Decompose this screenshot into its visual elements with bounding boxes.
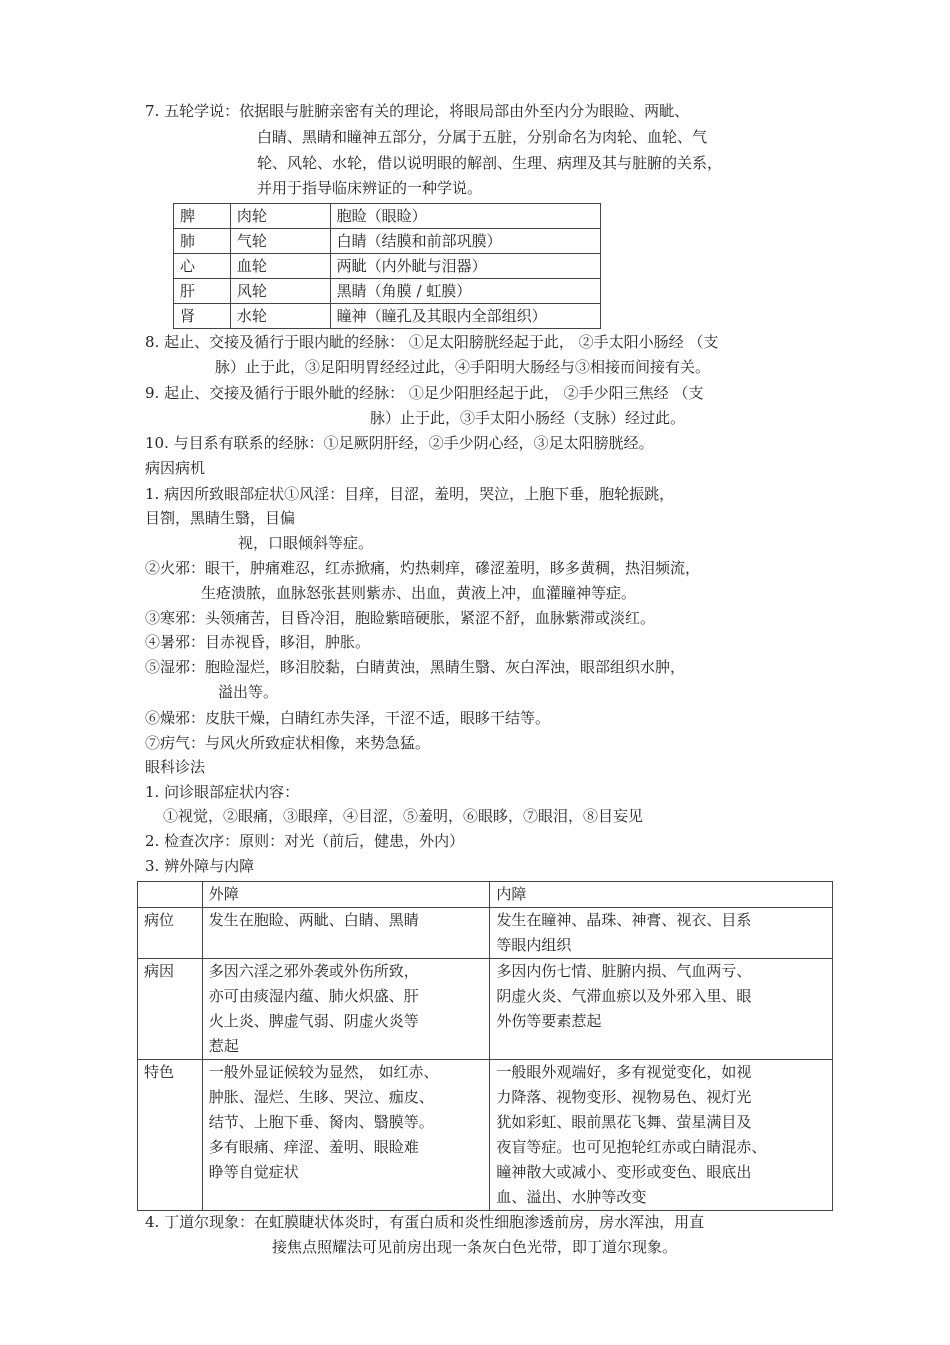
wheel-cell: 气轮	[230, 229, 330, 254]
etiology-1-line-2: 目劄，黑睛生翳，目偏	[145, 509, 296, 527]
section-8-line-2: 脉）止于此，③足阳明胃经经过此，④手阳明大肠经与③相接而间接有关。	[215, 358, 711, 376]
etiology-cold: ③寒邪：头领痛苦，目昏冷泪，胞睑紫暗硬胀，紧涩不舒，血脉紫滞或淡红。	[145, 609, 656, 627]
cell-line: 惹起	[208, 1037, 239, 1055]
cell-line: 力降落、视物变形、视物易色、视灯光	[496, 1088, 752, 1106]
outer-cell	[202, 959, 490, 1060]
row-label: 特色	[138, 1060, 203, 1211]
cell-line: 阴虚火炎、气滞血瘀以及外邪入里、眼	[496, 987, 752, 1005]
cell-line: 肿胀、湿烂、生眵、哭泣、痂皮、	[208, 1088, 434, 1106]
section-7-line-3: 轮、风轮、水轮，借以说明眼的解剖、生理、病理及其与脏腑的关系，	[257, 154, 723, 172]
cell-line: 多有眼痛、痒涩、羞明、眼睑难	[208, 1138, 419, 1156]
etiology-damp-line-1: ⑤湿邪：胞睑湿烂，眵泪胶黏，白睛黄浊，黑睛生翳、灰白浑浊，眼部组织水肿，	[145, 658, 686, 676]
table-row	[138, 959, 833, 1060]
outer-cell	[202, 1060, 490, 1211]
outer-inner-obstruction-table	[137, 881, 833, 1211]
diagnosis-3: 3. 辨外障与内障	[145, 857, 255, 875]
cell-line: 瞳神散大或减小、变形或变色、眼底出	[496, 1163, 752, 1181]
organ-cell: 肺	[174, 229, 231, 254]
diagnosis-1-line-1: 1. 问诊眼部症状内容：	[145, 783, 300, 801]
cell-line: 火上炎、脾虚气弱、阴虚火炎等	[208, 1012, 419, 1030]
cell-line: 血、溢出、水肿等改变	[496, 1188, 647, 1206]
table-row	[138, 908, 833, 959]
cell-line: 多因内伤七情、脏腑内损、气血两亏、	[496, 962, 752, 980]
cell-line: 亦可由痰湿内蕴、肺火炽盛、肝	[208, 987, 419, 1005]
table-row	[138, 1060, 833, 1211]
wheel-cell: 水轮	[230, 304, 330, 329]
etiology-damp-line-2: 溢出等。	[218, 683, 279, 701]
diagnosis-4-line-2: 接焦点照耀法可见前房出现一条灰白色光带，即丁道尔现象。	[272, 1238, 678, 1256]
heading-diagnosis: 眼科诊法	[145, 758, 206, 776]
section-9-line-1: 9. 起止、交接及循行于眼外眦的经脉： ①足少阳胆经起于此， ②手少阳三焦经 （支	[145, 384, 704, 402]
organ-cell: 肝	[174, 279, 231, 304]
section-7-line-1: 7. 五轮学说：依据眼与脏腑亲密有关的理论，将眼局部由外至内分为眼睑、两眦、	[145, 102, 690, 120]
inner-cell	[490, 1060, 833, 1211]
section-7-line-2: 白睛、黑睛和瞳神五部分，分属于五脏，分别命名为肉轮、血轮、气	[257, 128, 708, 146]
cell-line: 夜盲等症。也可见抱轮红赤或白睛混赤、	[496, 1138, 767, 1156]
cell-line: 等眼内组织	[496, 936, 572, 954]
section-8-line-1: 8. 起止、交接及循行于眼内眦的经脉： ①足太阳膀胱经起于此， ②手太阳小肠经 （支	[145, 333, 719, 351]
table-row	[174, 304, 601, 329]
section-10: 10. 与目系有联系的经脉：①足厥阴肝经，②手少阴心经，③足太阳膀胱经。	[145, 434, 654, 452]
etiology-pestilence: ⑦疠气：与风火所致症状相像，来势急猛。	[145, 734, 431, 752]
structure-cell: 两眦（内外眦与泪器）	[330, 254, 600, 279]
section-9-line-2: 脉）止于此，③手太阳小肠经（支脉）经过此。	[370, 409, 686, 427]
header-inner: 内障	[490, 882, 833, 908]
row-label: 病因	[138, 959, 203, 1060]
wheel-cell: 肉轮	[230, 204, 330, 229]
structure-cell: 胞睑（眼睑）	[330, 204, 600, 229]
cell-line: 结节、上胞下垂、胬肉、翳膜等。	[208, 1113, 434, 1131]
cell-line: 多因六淫之邪外袭或外伤所致，	[208, 962, 419, 980]
cell-line: 外伤等要素惹起	[496, 1012, 602, 1030]
etiology-fire-line-1: ②火邪：眼干，肿痛难忍，红赤掀痛，灼热刺痒，磣涩羞明，眵多黄稠，热泪频流，	[145, 559, 701, 577]
table-row	[174, 204, 601, 229]
organ-cell: 心	[174, 254, 231, 279]
structure-cell: 瞳神（瞳孔及其眼内全部组织）	[330, 304, 600, 329]
inner-cell	[490, 908, 833, 959]
diagnosis-4-line-1: 4. 丁道尔现象：在虹膜睫状体炎时，有蛋白质和炎性细胞渗透前房，房水浑浊，用直	[145, 1213, 705, 1231]
cell-line: 发生在胞睑、两眦、白睛、黑睛	[208, 911, 419, 929]
outer-cell	[202, 908, 490, 959]
cell-line: 犹如彩虹、眼前黑花飞舞、萤星满目及	[496, 1113, 752, 1131]
cell-line: 一般眼外观端好，多有视觉变化，如视	[496, 1063, 752, 1081]
diagnosis-2: 2. 检查次序：原则：对光（前后，健患，外内）	[145, 832, 465, 850]
header-outer: 外障	[202, 882, 490, 908]
structure-cell: 白睛（结膜和前部巩膜）	[330, 229, 600, 254]
wheel-cell: 血轮	[230, 254, 330, 279]
cell-line: 睁等自觉症状	[208, 1163, 299, 1181]
organ-cell: 肾	[174, 304, 231, 329]
wheel-cell: 风轮	[230, 279, 330, 304]
table-row	[174, 279, 601, 304]
etiology-summer-heat: ④暑邪：目赤视昏，眵泪，肿胀。	[145, 633, 371, 651]
row-label: 病位	[138, 908, 203, 959]
header-empty	[138, 882, 203, 908]
structure-cell: 黑睛（角膜 / 虹膜）	[330, 279, 600, 304]
table-header-row	[138, 882, 833, 908]
diagnosis-1-line-2: ①视觉，②眼痛，③眼痒，④目涩，⑤羞明，⑥眼眵，⑦眼泪，⑧目妄见	[163, 807, 644, 825]
table-row	[174, 254, 601, 279]
heading-etiology: 病因病机	[145, 459, 206, 477]
etiology-1-line-3: 视，口眼倾斜等症。	[238, 534, 374, 552]
cell-line: 发生在瞳神、晶珠、神膏、视衣、目系	[496, 911, 752, 929]
etiology-1-line-1: 1. 病因所致眼部症状①风淫：目痒，目涩，羞明，哭泣，上胞下垂，胞轮振跳，	[145, 485, 675, 503]
inner-cell	[490, 959, 833, 1060]
etiology-dryness: ⑥燥邪：皮肤干燥，白睛红赤失泽，干涩不适，眼眵干结等。	[145, 709, 551, 727]
cell-line: 一般外显证候较为显然， 如红赤、	[208, 1063, 439, 1081]
section-7-line-4: 并用于指导临床辨证的一种学说。	[257, 179, 483, 197]
organ-cell: 脾	[174, 204, 231, 229]
table-row	[174, 229, 601, 254]
five-wheel-table	[173, 203, 601, 329]
etiology-fire-line-2: 生疮溃脓，血脉怒张甚则紫赤、出血，黄液上冲，血灌瞳神等症。	[201, 584, 637, 602]
